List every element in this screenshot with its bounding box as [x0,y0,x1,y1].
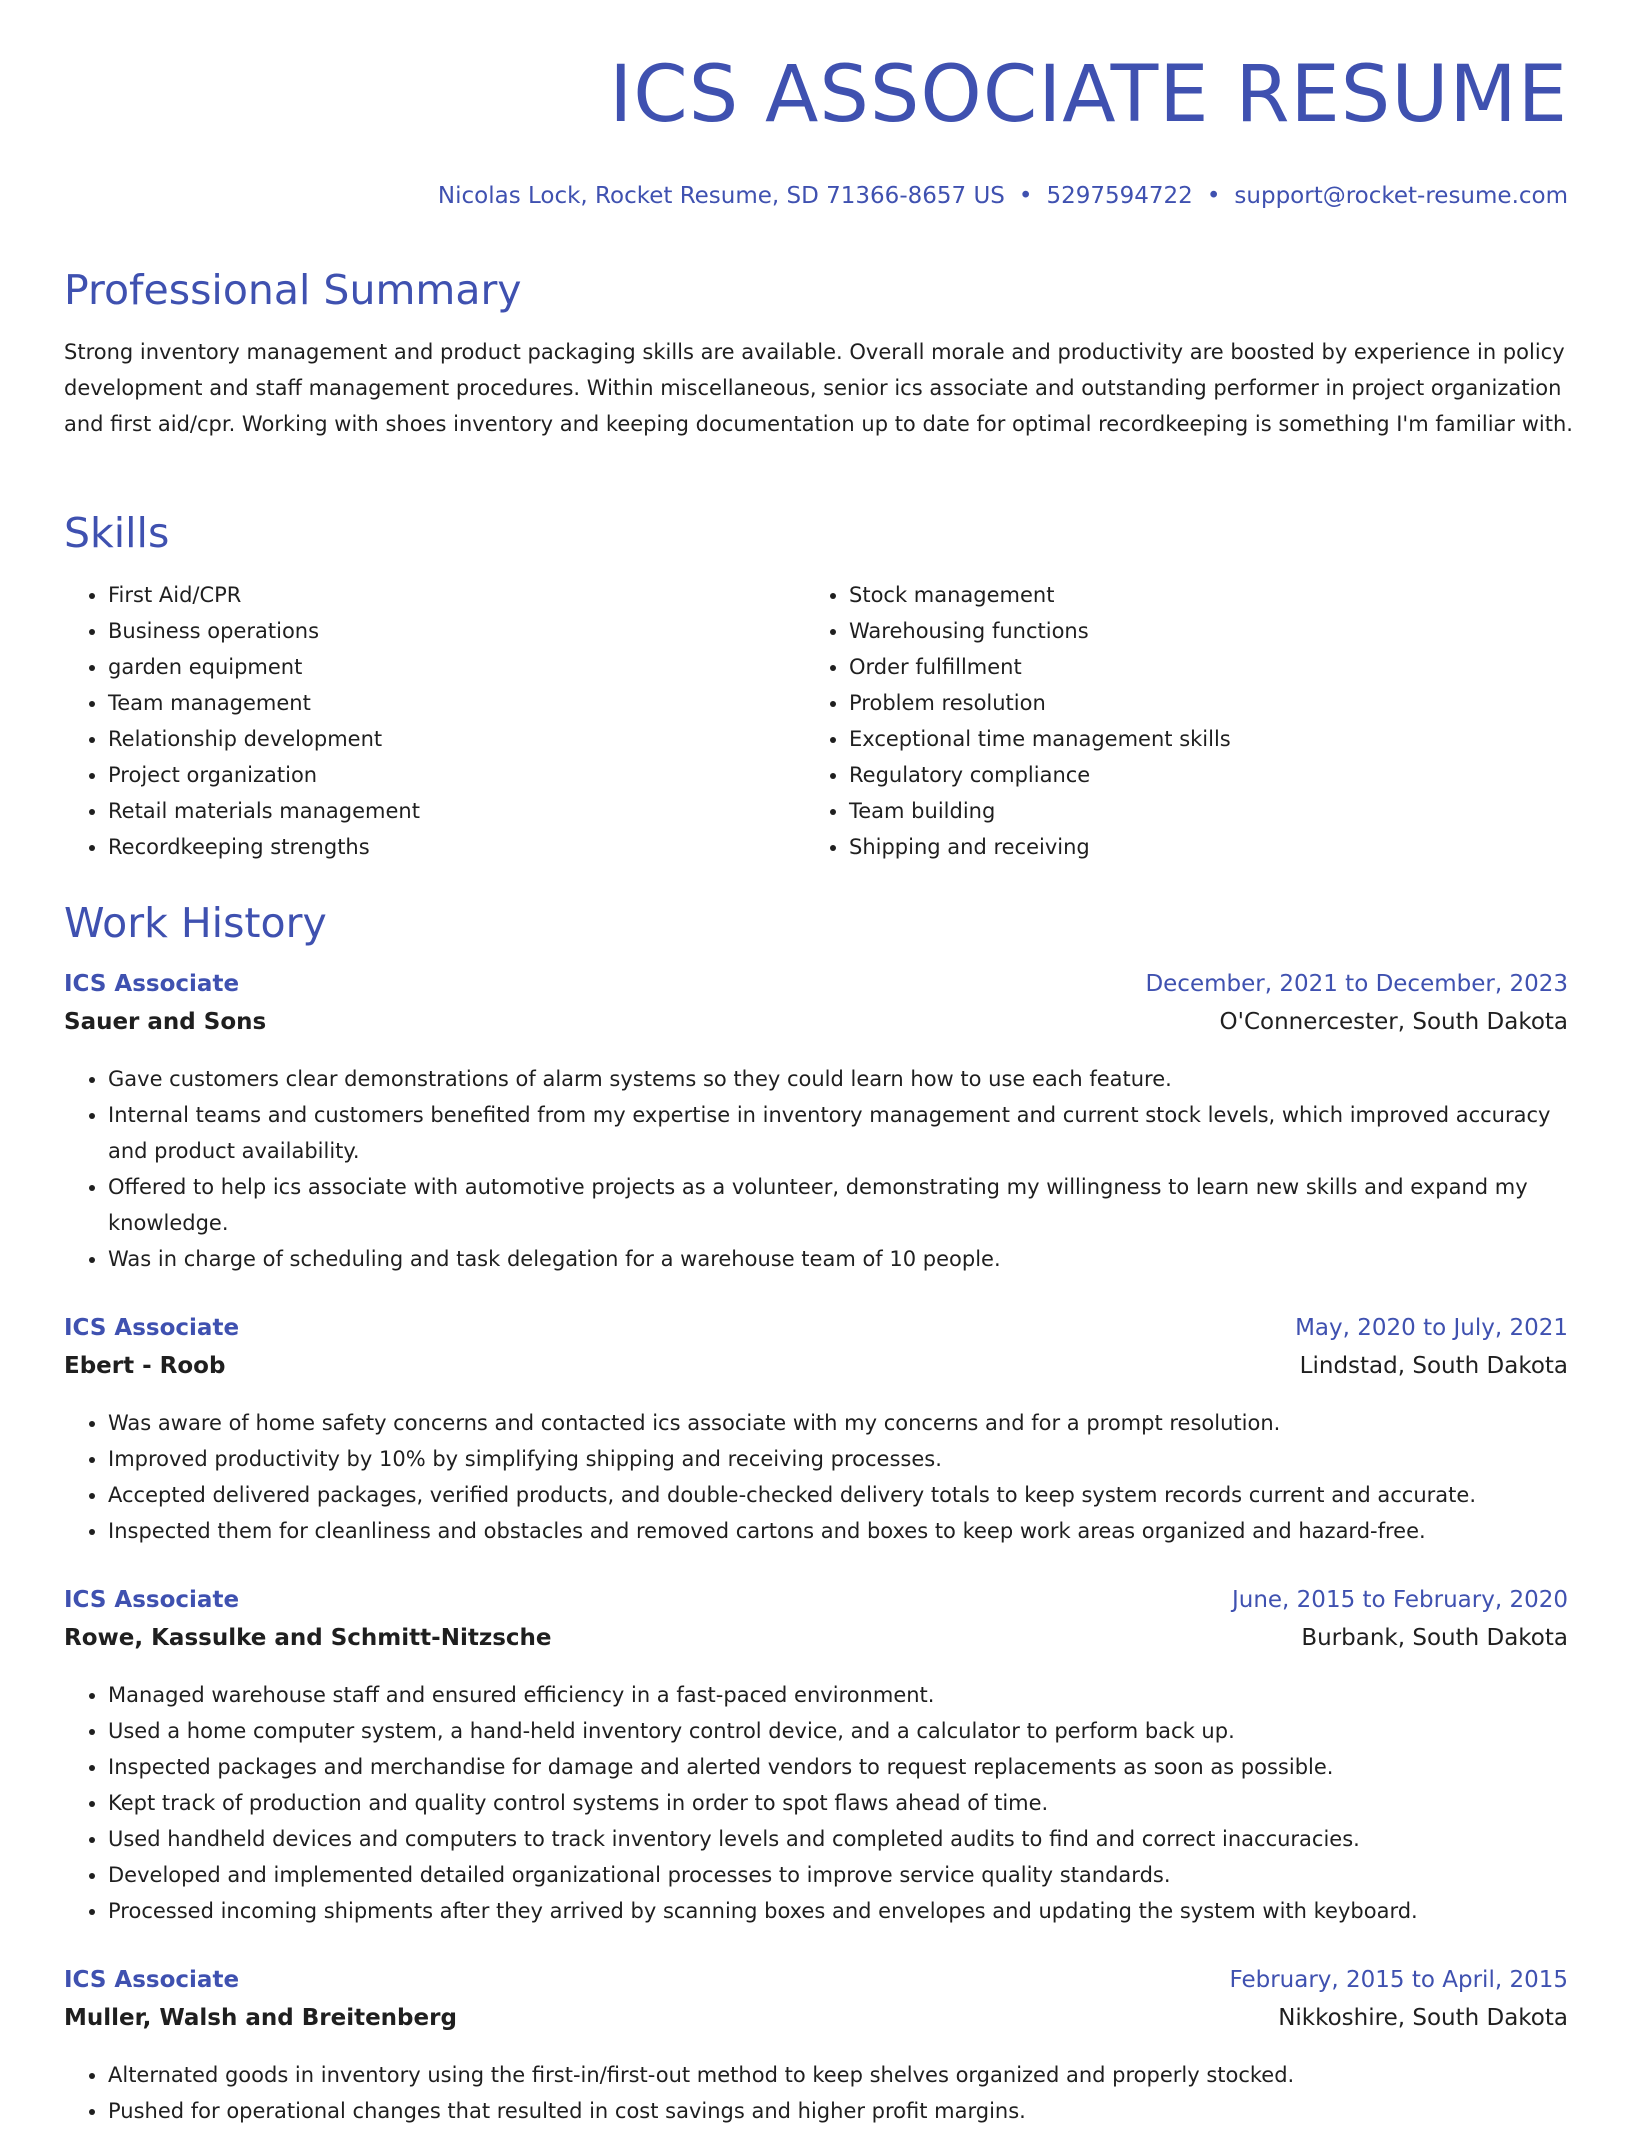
skill-item: • Order fulfillment [849,649,1231,685]
skill-item: • Exceptional time management skills [849,721,1231,757]
resume-title: ICS ASSOCIATE RESUME [609,50,1568,140]
skills-list-right [805,577,1231,865]
job-bullet: • Processed incoming shipments after they arrived by scanning boxes and envelopes and updating the system with keyboard. [108,1893,1568,1929]
skill-item: • Project organization [108,757,420,793]
job-company-row [64,1009,1568,1047]
skill-item: • Problem resolution [849,685,1231,721]
job-company: Sauer and Sons [64,1009,267,1035]
skill-item: • Shipping and receiving [849,829,1231,865]
job-bullet: • Offered to help ics associate with automotive projects as a volunteer, demonstrating my willingness to learn new skills and expand my knowledge. [108,1169,1568,1241]
job-company: Ebert - Roob [64,1353,226,1379]
job-dates: June, 2015 to February, 2020 [1231,1587,1568,1613]
job-location: Nikkoshire, South Dakota [1278,2005,1568,2031]
job-bullet-list [64,1677,1568,1929]
job-bullet: • Inspected packages and merchandise for damage and alerted vendors to request replacements as soon as possible. [108,1749,1568,1785]
job-entry [64,1967,1568,2129]
job-bullet: • Was in charge of scheduling and task delegation for a warehouse team of 10 people. [108,1241,1568,1277]
contact-email[interactable]: support@rocket-resume.com [1234,183,1568,209]
job-header-row [64,1967,1568,2005]
skill-item: • Relationship development [108,721,420,757]
contact-line [438,183,1568,209]
job-dates: February, 2015 to April, 2015 [1229,1967,1568,1993]
skill-item: • Team building [849,793,1231,829]
job-title: ICS Associate [64,1315,240,1341]
job-bullet: • Accepted delivered packages, verified products, and double-checked delivery totals to keep system records current and accurate. [108,1477,1568,1513]
job-bullet: • Inspected them for cleanliness and obstacles and removed cartons and boxes to keep work areas organized and hazard-free. [108,1513,1568,1549]
job-title: ICS Associate [64,1587,240,1613]
summary-text: Strong inventory management and product packaging skills are available. Overall morale and productivity are boosted by experience in policy development and staff management procedures. Within miscellaneous, senior ics associate and outstanding performer in project organization and first aid/cpr. Working with shoes inventory and keeping documentation up to date for optimal recordkeeping is something I'm familiar with. [64,340,1573,436]
job-company: Muller, Walsh and Breitenberg [64,2005,457,2031]
summary-heading: Professional Summary [64,266,522,314]
skills-left-column [64,577,420,865]
job-company-row [64,1625,1568,1663]
job-bullet: • Improved productivity by 10% by simplifying shipping and receiving processes. [108,1441,1568,1477]
job-bullet: • Was aware of home safety concerns and contacted ics associate with my concerns and for a prompt resolution. [108,1405,1568,1441]
job-entry [64,1315,1568,1549]
job-bullet-list [64,1405,1568,1549]
job-location: O'Connercester, South Dakota [1219,1009,1568,1035]
skills-right-column [805,577,1231,865]
skill-item: • Team management [108,685,420,721]
job-bullet-list [64,2057,1568,2129]
job-bullet: • Used a home computer system, a hand-held inventory control device, and a calculator to perform back up. [108,1713,1568,1749]
job-dates: December, 2021 to December, 2023 [1145,971,1568,997]
contact-separator: • [1206,183,1221,209]
job-bullet: • Internal teams and customers benefited from my expertise in inventory management and current stock levels, which improved accuracy and product availability. [108,1097,1568,1169]
job-location: Lindstad, South Dakota [1299,1353,1568,1379]
job-bullet-list [64,1061,1568,1277]
skill-item: • Retail materials management [108,793,420,829]
job-company-row [64,2005,1568,2043]
job-bullet: • Managed warehouse staff and ensured efficiency in a fast-paced environment. [108,1677,1568,1713]
job-dates: May, 2020 to July, 2021 [1295,1315,1568,1341]
skill-item: • Regulatory compliance [849,757,1231,793]
job-bullet: • Alternated goods in inventory using the first-in/first-out method to keep shelves organized and properly stocked. [108,2057,1568,2093]
contact-address: Nicolas Lock, Rocket Resume, SD 71366-8657 US [437,183,1005,209]
job-location: Burbank, South Dakota [1301,1625,1568,1651]
contact-phone[interactable]: 5297594722 [1046,183,1193,209]
skill-item: • Warehousing functions [849,613,1231,649]
job-entry [64,971,1568,1277]
job-title: ICS Associate [64,1967,240,1993]
job-company-row [64,1353,1568,1391]
job-entry [64,1587,1568,1929]
skill-item: • Recordkeeping strengths [108,829,420,865]
job-header-row [64,971,1568,1009]
job-bullet: • Pushed for operational changes that resulted in cost savings and higher profit margins. [108,2093,1568,2129]
work-history-heading: Work History [64,899,327,947]
job-header-row [64,1315,1568,1353]
skill-item: • Business operations [108,613,420,649]
job-bullet: • Kept track of production and quality control systems in order to spot flaws ahead of time. [108,1785,1568,1821]
skill-item: • garden equipment [108,649,420,685]
job-bullet: • Gave customers clear demonstrations of alarm systems so they could learn how to use each feature. [108,1061,1568,1097]
job-header-row [64,1587,1568,1625]
job-company: Rowe, Kassulke and Schmitt-Nitzsche [64,1625,552,1651]
skills-heading: Skills [64,509,170,557]
skills-list-left [64,577,420,865]
contact-separator: • [1018,183,1033,209]
skill-item: • Stock management [849,577,1231,613]
job-title: ICS Associate [64,971,240,997]
job-bullet: • Used handheld devices and computers to track inventory levels and completed audits to find and correct inaccuracies. [108,1821,1568,1857]
job-bullet: • Developed and implemented detailed organizational processes to improve service quality standards. [108,1857,1568,1893]
skill-item: • First Aid/CPR [108,577,420,613]
